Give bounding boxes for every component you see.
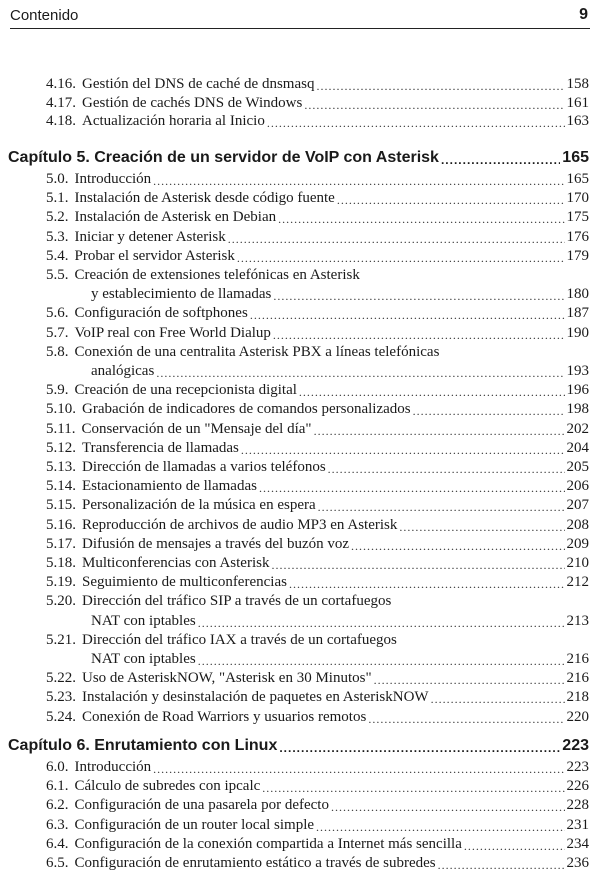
toc-entry[interactable]	[46, 816, 589, 834]
toc-entry[interactable]	[46, 835, 589, 853]
leader-dots	[441, 154, 560, 167]
entry-page: 207	[566, 497, 589, 514]
toc-entry[interactable]	[46, 304, 589, 322]
toc-entry[interactable]	[46, 669, 589, 687]
entry-number: 6.0.	[46, 759, 69, 775]
entry-number: 5.11.	[46, 420, 76, 437]
leader-dots	[413, 405, 565, 418]
entry-title: Cálculo de subredes con ipcalc	[74, 778, 261, 795]
toc-entry-continuation[interactable]	[91, 362, 589, 380]
entry-number: 5.23.	[46, 689, 76, 706]
toc-entry[interactable]	[46, 420, 589, 438]
entry-number: 5.5.	[46, 267, 69, 283]
toc-entry[interactable]	[46, 592, 589, 610]
entry-number: 5.19.	[46, 574, 76, 591]
entry-title: Actualización horaria al Inicio	[82, 113, 265, 129]
entry-number: 5.16.	[46, 516, 76, 533]
toc-entry[interactable]	[46, 247, 589, 265]
toc-entry-continuation[interactable]	[91, 650, 589, 668]
leader-dots	[153, 763, 564, 776]
leader-dots	[271, 559, 564, 572]
entry-page: 223	[566, 759, 589, 775]
entry-title: Configuración de un router local simple	[74, 816, 315, 833]
leader-dots	[241, 444, 565, 457]
leader-dots	[198, 617, 565, 630]
toc-entry[interactable]	[46, 381, 589, 399]
entry-page: 231	[566, 816, 589, 833]
entry-title: Transferencia de llamadas	[82, 439, 239, 456]
toc-entry[interactable]	[46, 854, 589, 872]
leader-dots	[198, 655, 565, 668]
entry-title-continuation: NAT con iptables	[91, 612, 196, 629]
entry-title: Instalación y desinstalación de paquetes en AsteriskNOW	[82, 689, 429, 706]
toc-entry[interactable]	[46, 439, 589, 457]
leader-dots	[314, 425, 565, 438]
page-header	[10, 5, 590, 27]
leader-dots	[431, 693, 565, 706]
entry-title: Gestión de cachés DNS de Windows	[82, 95, 303, 111]
entry-page: 180	[566, 286, 589, 303]
entry-number: 5.15.	[46, 497, 76, 514]
leader-dots	[316, 821, 564, 834]
chapter-title: Capítulo 6. Enrutamiento con Linux	[8, 737, 278, 754]
leader-dots	[267, 117, 565, 130]
leader-dots	[331, 801, 565, 814]
leader-dots	[368, 713, 564, 726]
toc-entry[interactable]	[46, 266, 589, 284]
entry-number: 4.17.	[46, 95, 76, 111]
toc-entry[interactable]	[46, 708, 589, 726]
leader-dots	[250, 309, 565, 322]
entry-title: Creación de extensiones telefónicas en Asterisk	[74, 267, 360, 283]
toc-entry[interactable]	[46, 758, 589, 776]
toc-entry[interactable]	[46, 554, 589, 572]
entry-page: 236	[566, 855, 589, 871]
entry-number: 4.18.	[46, 113, 76, 129]
leader-dots	[153, 175, 564, 188]
entry-number: 6.3.	[46, 816, 69, 833]
entry-page: 234	[566, 835, 589, 852]
toc-entry[interactable]	[46, 631, 589, 649]
entry-page: 170	[566, 190, 589, 207]
entry-page: 208	[566, 516, 589, 533]
entry-page: 187	[566, 305, 589, 322]
entry-page: 204	[566, 439, 589, 456]
toc-entry[interactable]	[46, 170, 589, 188]
entry-title-continuation: analógicas	[91, 363, 155, 379]
toc-entry[interactable]	[46, 228, 589, 246]
entry-page: 228	[566, 797, 589, 814]
entry-title: Dirección del tráfico SIP a través de un cortafuegos	[82, 593, 392, 610]
entry-number: 6.4.	[46, 835, 69, 852]
leader-dots	[299, 386, 565, 399]
entry-title-continuation: NAT con iptables	[91, 651, 196, 667]
entry-title: Personalización de la música en espera	[82, 497, 316, 514]
entry-page: 175	[566, 209, 589, 226]
entry-page: 210	[566, 555, 589, 571]
leader-dots	[374, 674, 565, 687]
toc-entry[interactable]	[46, 208, 589, 226]
toc-entry[interactable]	[46, 343, 589, 361]
toc-entry[interactable]	[46, 94, 589, 112]
chapter-title: Capítulo 5. Creación de un servidor de VoIP con Asterisk	[8, 149, 439, 166]
toc-entry-continuation[interactable]	[91, 612, 589, 630]
entry-title: Difusión de mensajes a través del buzón voz	[82, 535, 350, 552]
entry-page: 193	[566, 363, 589, 379]
toc-entry[interactable]	[46, 516, 589, 534]
entry-title: Dirección de llamadas a varios teléfonos	[82, 459, 326, 475]
toc-entry[interactable]	[46, 189, 589, 207]
entry-page: 213	[566, 612, 589, 629]
chapter-heading[interactable]	[8, 733, 589, 755]
entry-title: Creación de una recepcionista digital	[74, 382, 297, 399]
entry-page: 163	[566, 113, 589, 129]
chapter-heading[interactable]	[8, 145, 589, 167]
entry-title: Introducción	[74, 759, 152, 775]
entry-number: 5.22.	[46, 670, 76, 687]
entry-title: Dirección del tráfico IAX a través de un cortafuegos	[82, 631, 397, 648]
running-head: Contenido	[10, 7, 79, 24]
leader-dots	[438, 859, 565, 872]
entry-title-continuation: y establecimiento de llamadas	[91, 286, 272, 303]
leader-dots	[278, 213, 564, 226]
entry-title: Conexión de una centralita Asterisk PBX a líneas telefónicas	[74, 343, 440, 360]
entry-number: 5.2.	[46, 209, 69, 226]
leader-dots	[399, 521, 564, 534]
entry-number: 6.2.	[46, 797, 69, 814]
leader-dots	[464, 840, 565, 853]
entry-number: 5.10.	[46, 401, 76, 418]
entry-page: 196	[566, 382, 589, 399]
entry-number: 5.7.	[46, 324, 69, 341]
leader-dots	[318, 501, 565, 514]
toc-entry[interactable]	[46, 777, 589, 795]
entry-number: 5.13.	[46, 459, 76, 475]
entry-number: 5.21.	[46, 631, 76, 648]
entry-page: 158	[566, 76, 589, 92]
toc-entry-continuation[interactable]	[91, 285, 589, 303]
entry-title: Multiconferencias con Asterisk	[82, 555, 270, 571]
leader-dots	[316, 80, 564, 93]
entry-page: 216	[566, 651, 589, 667]
entry-page: 165	[566, 171, 589, 187]
toc-entry[interactable]	[46, 796, 589, 814]
entry-page: 206	[566, 478, 589, 495]
leader-dots	[273, 329, 565, 342]
entry-page: 202	[566, 420, 589, 437]
entry-number: 5.8.	[46, 343, 69, 360]
toc-entry[interactable]	[46, 75, 589, 93]
leader-dots	[279, 742, 560, 755]
toc-entry[interactable]	[46, 573, 589, 591]
leader-dots	[156, 367, 564, 380]
leader-dots	[337, 194, 565, 207]
entry-number: 5.14.	[46, 478, 76, 495]
entry-number: 5.6.	[46, 305, 69, 322]
entry-title: Configuración de enrutamiento estático a través de subredes	[74, 855, 436, 871]
entry-number: 5.9.	[46, 382, 69, 399]
entry-title: Configuración de la conexión compartida a Internet más sencilla	[74, 835, 462, 852]
entry-number: 5.4.	[46, 247, 69, 264]
entry-page: 179	[566, 247, 589, 264]
entry-title: Conexión de Road Warriors y usuarios remotos	[82, 708, 367, 725]
entry-title: VoIP real con Free World Dialup	[74, 324, 271, 341]
toc-entry[interactable]	[46, 477, 589, 495]
leader-dots	[289, 578, 565, 591]
entry-title: Estacionamiento de llamadas	[82, 478, 257, 495]
entry-page: 226	[566, 778, 589, 795]
chapter-page: 165	[562, 149, 589, 166]
toc-entry[interactable]	[46, 688, 589, 706]
entry-page: 198	[566, 401, 589, 418]
entry-title: Conservación de un "Mensaje del día"	[81, 420, 312, 437]
entry-number: 5.17.	[46, 535, 76, 552]
page-number: 9	[579, 6, 588, 23]
entry-title: Grabación de indicadores de comandos personalizados	[82, 401, 411, 418]
leader-dots	[237, 252, 565, 265]
entry-number: 5.1.	[46, 190, 69, 207]
entry-page: 176	[566, 228, 589, 245]
entry-title: Configuración de softphones	[74, 305, 248, 322]
entry-number: 5.20.	[46, 593, 76, 610]
chapter-page: 223	[562, 737, 589, 754]
entry-page: 218	[566, 689, 589, 706]
entry-number: 6.5.	[46, 855, 69, 871]
leader-dots	[304, 99, 564, 112]
entry-number: 4.16.	[46, 76, 76, 92]
entry-title: Configuración de una pasarela por defecto	[74, 797, 329, 814]
entry-page: 205	[566, 459, 589, 475]
leader-dots	[273, 290, 564, 303]
entry-title: Probar el servidor Asterisk	[74, 247, 235, 264]
entry-page: 216	[566, 670, 589, 687]
toc-entry[interactable]	[46, 400, 589, 418]
entry-title: Seguimiento de multiconferencias	[82, 574, 287, 591]
entry-title: Gestión del DNS de caché de dnsmasq	[82, 76, 315, 92]
entry-number: 5.24.	[46, 708, 76, 725]
entry-number: 6.1.	[46, 778, 69, 795]
entry-title: Instalación de Asterisk desde código fuente	[74, 190, 335, 207]
leader-dots	[228, 233, 565, 246]
entry-page: 220	[566, 708, 589, 725]
toc-entry[interactable]	[46, 112, 589, 130]
entry-number: 5.0.	[46, 171, 69, 187]
toc-entry[interactable]	[46, 324, 589, 342]
leader-dots	[262, 782, 564, 795]
header-rule	[10, 28, 590, 29]
leader-dots	[259, 482, 565, 495]
toc-entry[interactable]	[46, 535, 589, 553]
entry-page: 209	[566, 535, 589, 552]
entry-page: 161	[566, 95, 589, 111]
leader-dots	[351, 540, 564, 553]
entry-title: Iniciar y detener Asterisk	[74, 228, 226, 245]
entry-title: Reproducción de archivos de audio MP3 en Asterisk	[82, 516, 398, 533]
entry-page: 212	[566, 574, 589, 591]
toc-entry[interactable]	[46, 496, 589, 514]
toc-entry[interactable]	[46, 458, 589, 476]
leader-dots	[328, 463, 565, 476]
entry-number: 5.3.	[46, 228, 69, 245]
entry-title: Instalación de Asterisk en Debian	[74, 209, 277, 226]
entry-title: Introducción	[74, 171, 152, 187]
entry-number: 5.12.	[46, 439, 76, 456]
entry-page: 190	[566, 324, 589, 341]
entry-title: Uso de AsteriskNOW, "Asterisk en 30 Minutos"	[82, 670, 372, 687]
entry-number: 5.18.	[46, 555, 76, 571]
